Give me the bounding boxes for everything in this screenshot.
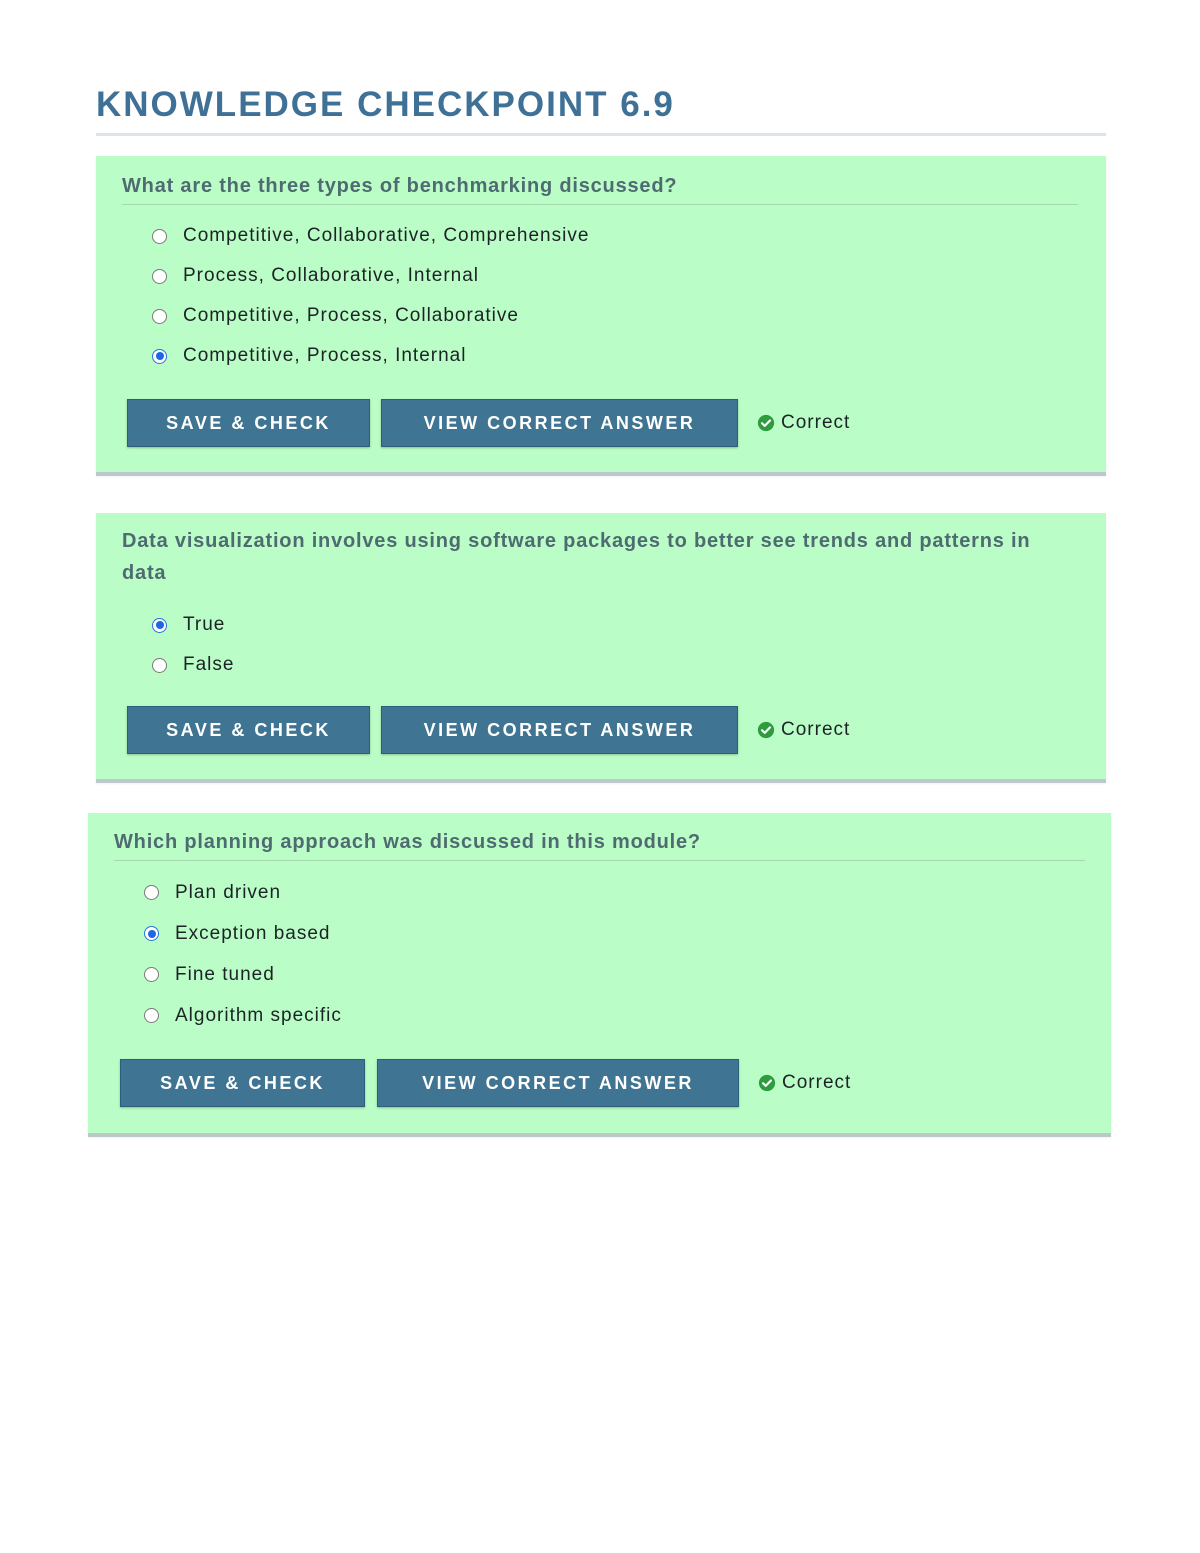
question-text: Data visualization involves using software packages to better see trends and patterns in data bbox=[122, 530, 1031, 584]
view-correct-answer-button[interactable]: VIEW CORRECT ANSWER bbox=[377, 1059, 739, 1107]
status-text: Correct bbox=[782, 1072, 852, 1093]
check-circle-icon bbox=[757, 721, 775, 739]
answer-options bbox=[152, 605, 234, 685]
save-check-button[interactable]: SAVE & CHECK bbox=[127, 706, 370, 754]
question-actions bbox=[127, 706, 850, 754]
view-correct-answer-button[interactable]: VIEW CORRECT ANSWER bbox=[381, 706, 738, 754]
save-check-button[interactable]: SAVE & CHECK bbox=[127, 399, 370, 447]
question-card-1 bbox=[96, 156, 1106, 476]
question-card-2 bbox=[96, 513, 1106, 783]
status-indicator bbox=[757, 719, 850, 741]
status-indicator bbox=[757, 412, 850, 434]
question-card-3 bbox=[88, 813, 1111, 1137]
radio-button-selected[interactable] bbox=[152, 349, 167, 364]
question-actions bbox=[120, 1059, 851, 1107]
status-indicator bbox=[758, 1072, 851, 1094]
option-label: Plan driven bbox=[175, 881, 282, 903]
save-check-button[interactable]: SAVE & CHECK bbox=[120, 1059, 365, 1107]
view-correct-answer-button[interactable]: VIEW CORRECT ANSWER bbox=[381, 399, 738, 447]
radio-button[interactable] bbox=[144, 1008, 159, 1023]
answer-option[interactable] bbox=[144, 913, 342, 954]
radio-button[interactable] bbox=[152, 229, 167, 244]
question-actions bbox=[127, 399, 850, 447]
answer-option[interactable] bbox=[152, 645, 234, 685]
option-label: Competitive, Process, Internal bbox=[183, 345, 467, 366]
answer-option[interactable] bbox=[144, 995, 342, 1036]
question-text: What are the three types of benchmarking discussed? bbox=[122, 175, 678, 197]
option-label: Exception based bbox=[175, 922, 331, 944]
check-circle-icon bbox=[758, 1074, 776, 1092]
answer-option[interactable] bbox=[152, 296, 589, 336]
title-divider bbox=[96, 133, 1106, 136]
radio-button[interactable] bbox=[152, 269, 167, 284]
option-label: True bbox=[183, 614, 226, 635]
radio-button[interactable] bbox=[144, 967, 159, 982]
answer-options bbox=[144, 872, 342, 1036]
radio-button-selected[interactable] bbox=[144, 926, 159, 941]
option-label: Process, Collaborative, Internal bbox=[183, 265, 480, 286]
radio-button[interactable] bbox=[152, 658, 167, 673]
option-label: Competitive, Process, Collaborative bbox=[183, 305, 519, 326]
question-divider bbox=[122, 204, 1078, 205]
answer-option[interactable] bbox=[152, 216, 589, 256]
option-label: Fine tuned bbox=[175, 963, 275, 985]
option-label: Algorithm specific bbox=[175, 1004, 342, 1026]
question-text: Which planning approach was discussed in this module? bbox=[114, 831, 701, 853]
answer-option[interactable] bbox=[152, 605, 234, 645]
status-text: Correct bbox=[781, 719, 851, 740]
answer-option[interactable] bbox=[152, 336, 589, 376]
answer-option[interactable] bbox=[144, 954, 342, 995]
page-title: KNOWLEDGE CHECKPOINT 6.9 bbox=[96, 85, 675, 124]
answer-option[interactable] bbox=[144, 872, 342, 913]
option-label: False bbox=[183, 654, 235, 675]
answer-options bbox=[152, 216, 589, 376]
check-circle-icon bbox=[757, 414, 775, 432]
question-divider bbox=[114, 860, 1085, 861]
status-text: Correct bbox=[781, 412, 851, 433]
radio-button[interactable] bbox=[144, 885, 159, 900]
radio-button[interactable] bbox=[152, 309, 167, 324]
option-label: Competitive, Collaborative, Comprehensive bbox=[183, 225, 590, 246]
radio-button-selected[interactable] bbox=[152, 618, 167, 633]
answer-option[interactable] bbox=[152, 256, 589, 296]
